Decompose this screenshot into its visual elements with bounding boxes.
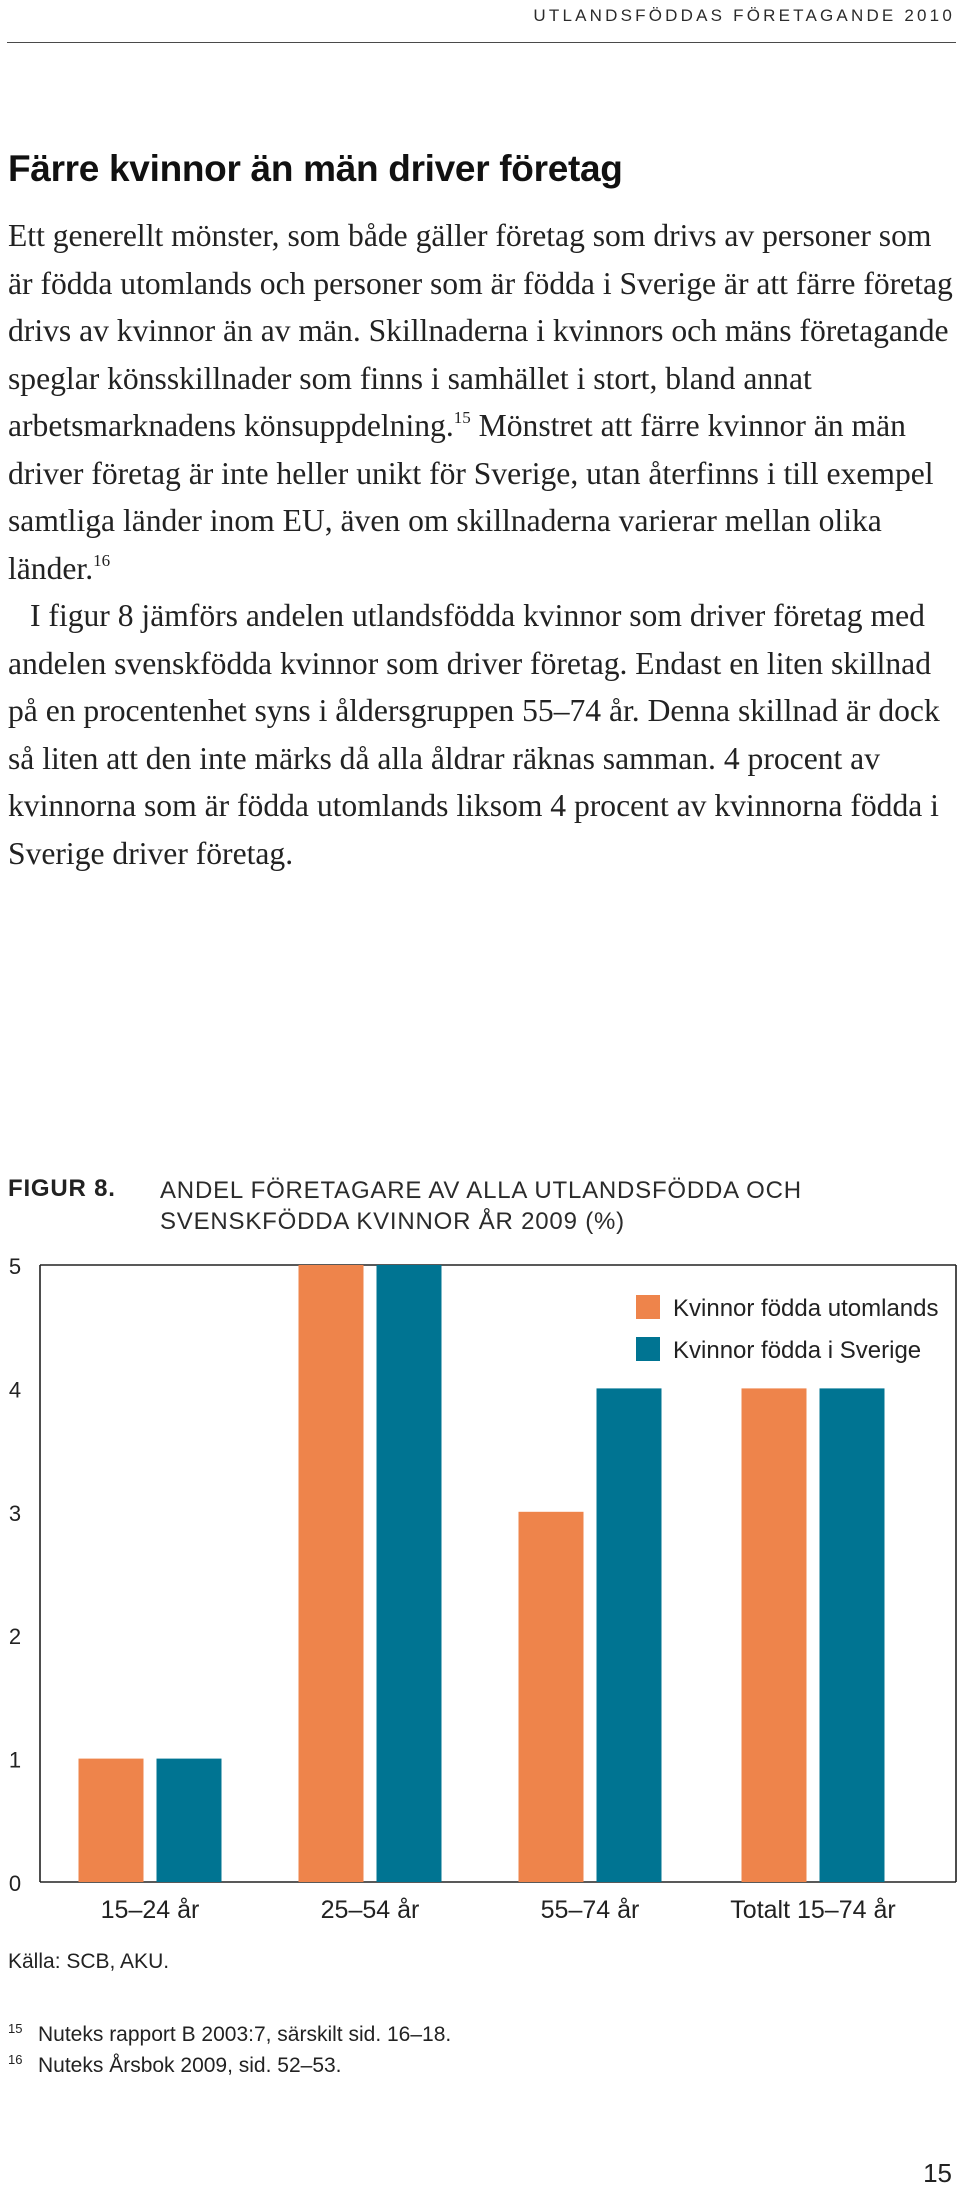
y-tick-label: 3 bbox=[8, 1500, 22, 1526]
bar-sweden-born bbox=[597, 1388, 662, 1882]
y-tick-label: 5 bbox=[8, 1254, 22, 1279]
paragraph-1-part-a: Ett generellt mönster, som både gäller företag som drivs av personer som är födda utomlands och personer som är födda i Sverige är att färre företag drivs av kvinnor än av män. Skillnaderna i kvinnors och mäns företagande speglar könsskillnader som finns i samhället i stort, bland annat arbetsmarknadens könsuppdelning. bbox=[8, 218, 953, 443]
legend-label: Kvinnor födda i Sverige bbox=[673, 1337, 922, 1364]
footnote-15 bbox=[8, 2023, 451, 2054]
body-text bbox=[8, 212, 953, 877]
paragraph-2: I figur 8 jämförs andelen utlandsfödda kvinnor som driver företag med andelen svenskfödda kvinnor som driver företag. Endast en liten skillnad på en procentenhet syns i åldersgruppen 55–74 år. Denna skillnad är dock så liten att den inte märks då alla åldrar räknas samman. 4 procent av kvinnorna som är födda utomlands liksom 4 procent av kvinnorna födda i Sverige driver företag. bbox=[8, 598, 940, 871]
bar-sweden-born bbox=[820, 1388, 885, 1882]
x-tick-label: 25–54 år bbox=[320, 1896, 420, 1924]
y-tick-label: 2 bbox=[8, 1624, 22, 1650]
y-tick-label: 1 bbox=[8, 1747, 22, 1773]
footnote-text: Nuteks Årsbok 2009, sid. 52–53. bbox=[38, 2054, 342, 2077]
x-tick-label: 15–24 år bbox=[100, 1896, 200, 1924]
legend-swatch bbox=[636, 1295, 660, 1319]
bar-foreign-born bbox=[742, 1388, 807, 1882]
y-tick-label: 0 bbox=[8, 1871, 22, 1896]
bar-sweden-born bbox=[157, 1759, 222, 1882]
footnote-text: Nuteks rapport B 2003:7, särskilt sid. 16–18. bbox=[38, 2023, 452, 2046]
footnote-ref-15: 15 bbox=[453, 408, 471, 427]
figure-title: ANDEL FÖRETAGARE AV ALLA UTLANDSFÖDDA OCH SVENSKFÖDDA KVINNOR ÅR 2009 (%) bbox=[160, 1177, 802, 1235]
paragraph-1 bbox=[8, 212, 953, 592]
y-tick-label: 4 bbox=[8, 1377, 22, 1403]
bar-chart bbox=[0, 1240, 960, 1940]
footnote-number: 16 bbox=[8, 2052, 23, 2067]
running-head: UTLANDSFÖDDAS FÖRETAGANDE 2010 bbox=[533, 6, 955, 25]
section-heading: Färre kvinnor än män driver företag bbox=[8, 148, 623, 189]
legend-label: Kvinnor födda utomlands bbox=[673, 1295, 939, 1322]
header-rule bbox=[7, 42, 956, 43]
figure-label: FIGUR 8. bbox=[8, 1175, 116, 1202]
bar-sweden-born bbox=[377, 1265, 442, 1882]
footnote-16 bbox=[8, 2054, 451, 2085]
x-tick-label: 55–74 år bbox=[540, 1896, 640, 1924]
page-number: 15 bbox=[923, 2158, 952, 2188]
bar-foreign-born bbox=[79, 1759, 144, 1882]
footnote-number: 15 bbox=[8, 2021, 23, 2036]
bar-foreign-born bbox=[519, 1512, 584, 1882]
footnotes bbox=[8, 2023, 451, 2085]
x-tick-label: Totalt 15–74 år bbox=[730, 1896, 896, 1924]
bar-foreign-born bbox=[299, 1265, 364, 1882]
source-note: Källa: SCB, AKU. bbox=[8, 1950, 170, 1973]
paragraph-1-part-b: Mönstret att färre kvinnor än män driver företag är inte heller unikt för Sverige, utan återfinns i till exempel samtliga länder inom EU, även om skillnaderna varierar mellan olika länder. bbox=[8, 408, 934, 586]
legend-swatch bbox=[636, 1337, 660, 1361]
footnote-ref-16: 16 bbox=[93, 550, 111, 570]
